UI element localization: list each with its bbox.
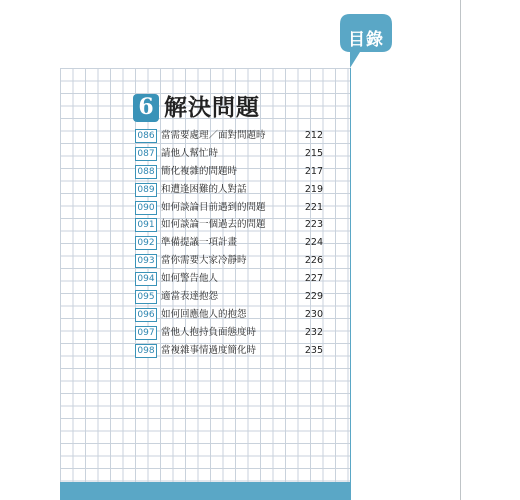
toc-entry[interactable] — [135, 145, 323, 163]
toc-entry-page: 221 — [304, 201, 323, 213]
toc-entry-page: 230 — [304, 308, 323, 320]
toc-entry-title: 如何回應他人的抱怨 — [161, 308, 247, 320]
toc-entry-number: 091 — [135, 218, 157, 232]
toc-entry-page: 227 — [304, 273, 323, 285]
toc-entry-number: 094 — [135, 272, 157, 286]
toc-entry-title: 當需要處理／面對問題時 — [161, 130, 266, 141]
toc-entry[interactable] — [135, 306, 323, 324]
page-edge-rule — [460, 0, 461, 500]
toc-entry-page: 226 — [304, 255, 323, 267]
toc-entry-title: 如何談論一個過去的問題 — [161, 219, 266, 231]
toc-entry-page: 224 — [304, 237, 323, 249]
toc-entry-title: 當他人抱持負面態度時 — [161, 326, 257, 338]
toc-entry-title: 適當表達抱怨 — [161, 291, 219, 303]
toc-entry[interactable] — [135, 252, 323, 270]
toc-entry-page: 217 — [304, 165, 323, 177]
toc-entry[interactable] — [135, 234, 323, 252]
toc-entry[interactable] — [135, 199, 323, 217]
toc-entry[interactable] — [135, 342, 323, 360]
toc-entry-page: 235 — [304, 344, 323, 356]
toc-entry-page: 232 — [304, 326, 323, 338]
toc-entry-title: 當你需要大家冷靜時 — [161, 255, 247, 267]
toc-entry-page: 229 — [304, 291, 323, 303]
chapter-number: 6 — [138, 94, 154, 120]
toc-entry-number: 088 — [135, 165, 157, 179]
toc-entry-page: 219 — [304, 183, 323, 195]
toc-entry-number: 095 — [135, 290, 157, 304]
toc-entry-number: 089 — [135, 183, 157, 197]
toc-entry-page: 223 — [304, 219, 323, 231]
toc-entry[interactable] — [135, 216, 323, 234]
toc-entry-title: 請他人幫忙時 — [161, 147, 219, 159]
toc-entry-number: 098 — [135, 344, 157, 358]
toc-entry-page: 212 — [304, 130, 323, 141]
toc-entry[interactable] — [135, 288, 323, 306]
toc-entry[interactable] — [135, 181, 323, 199]
toc-entry-title: 當複雜事情過度簡化時 — [161, 344, 257, 356]
chapter-title: 解決問題 — [164, 95, 260, 121]
footer-band — [60, 482, 351, 500]
chapter-heading — [133, 94, 333, 124]
table-of-contents — [135, 127, 323, 360]
contents-tab[interactable] — [330, 12, 400, 72]
toc-entry-title: 準備提議一項計畫 — [161, 237, 238, 249]
toc-entry-number: 086 — [135, 129, 157, 143]
toc-entry-number: 096 — [135, 308, 157, 322]
toc-entry-number: 092 — [135, 236, 157, 250]
toc-entry[interactable] — [135, 127, 323, 145]
toc-entry[interactable] — [135, 163, 323, 181]
toc-entry-number: 090 — [135, 201, 157, 215]
toc-entry-title: 如何警告他人 — [161, 273, 219, 285]
toc-entry-number: 087 — [135, 147, 157, 161]
toc-entry-number: 097 — [135, 326, 157, 340]
toc-entry-title: 和遭逢困難的人對話 — [161, 183, 247, 195]
toc-entry[interactable] — [135, 324, 323, 342]
toc-entry-page: 215 — [304, 147, 323, 159]
contents-tab-label: 目錄 — [348, 30, 384, 50]
toc-entry-number: 093 — [135, 254, 157, 268]
toc-entry-title: 簡化複雜的問題時 — [161, 165, 238, 177]
toc-entry[interactable] — [135, 270, 323, 288]
chapter-number-badge — [133, 94, 159, 122]
toc-entry-title: 如何談論目前遇到的問題 — [161, 201, 266, 213]
